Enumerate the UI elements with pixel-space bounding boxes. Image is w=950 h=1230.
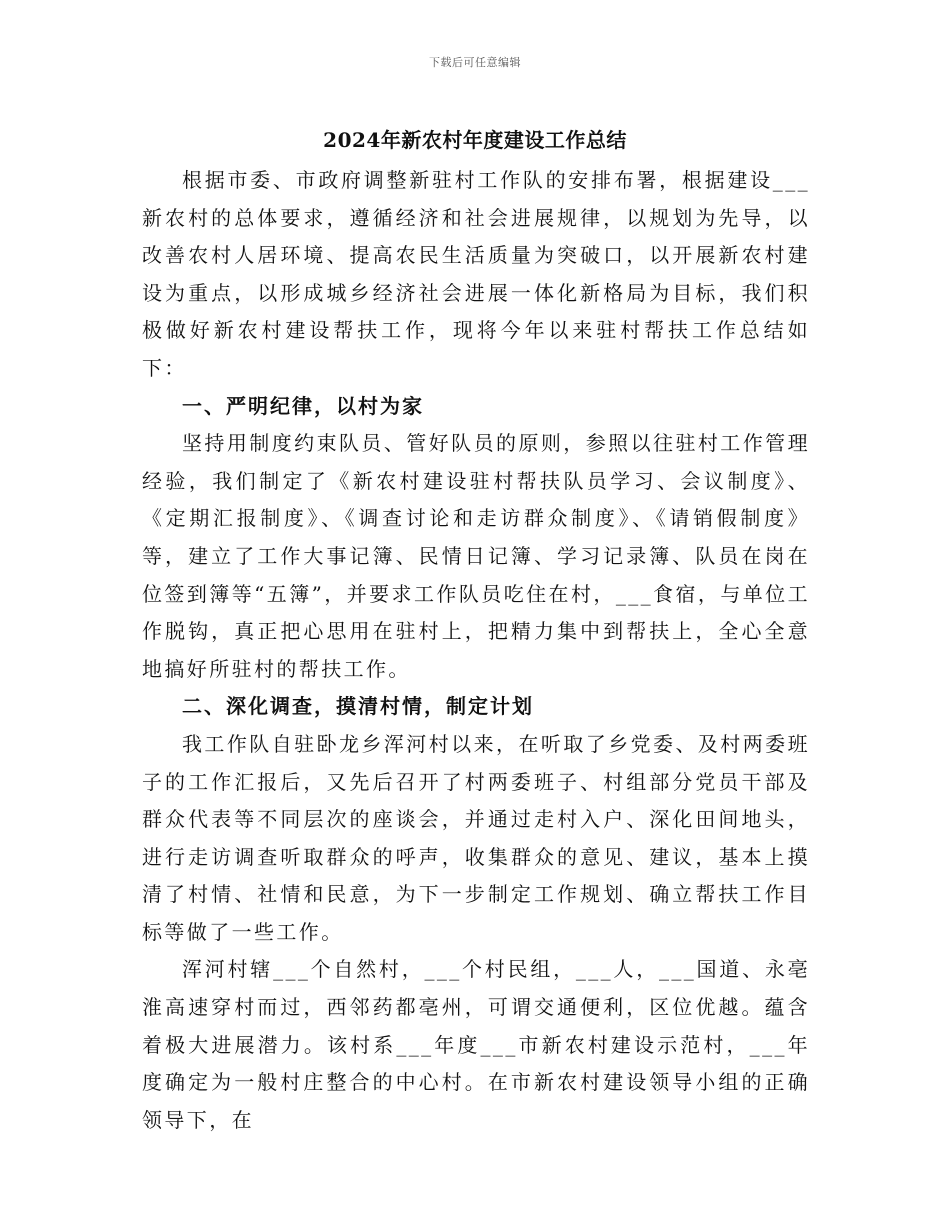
paragraph-village-profile: 浑河村辖___个自然村，___个村民组，___人，___国道、永亳淮高速穿村而过，西邻药都亳州，可谓交通便利，区位优越。蕴含着极大进展潜力。该村系___年度___市新农村建设示范村，___年度确定为一般村庄整合的中心村。在市新农村建设领导小组的正确领导下，在 <box>142 957 810 1132</box>
paragraph-intro: 根据市委、市政府调整新驻村工作队的安排布署，根据建设___新农村的总体要求，遵循经济和社会进展规律，以规划为先导，以改善农村人居环境、提高农民生活质量为突破口，以开展新农村建设为重点，以形成城乡经济社会进展一体化新格局为目标，我们积极做好新农村建设帮扶工作，现将今年以来驻村帮扶工作总结如下： <box>142 168 810 380</box>
document-title: 2024年新农村年度建设工作总结 <box>323 128 627 152</box>
section-heading-2: 二、深化调查，摸清村情，制定计划 <box>182 694 534 719</box>
section-heading-1: 一、严明纪律，以村为家 <box>182 393 424 418</box>
document-body <box>142 162 810 1139</box>
paragraph-investigation: 我工作队自驻卧龙乡浑河村以来，在听取了乡党委、及村两委班子的工作汇报后，又先后召开了村两委班子、村组部分党员干部及群众代表等不同层次的座谈会，并通过走村入户、深化田间地头，进行走访调查听取群众的呼声，收集群众的意见、建议，基本上摸清了村情、社情和民意，为下一步制定工作规划、确立帮扶工作目标等做了一些工作。 <box>142 731 810 944</box>
paragraph-discipline: 坚持用制度约束队员、管好队员的原则，参照以往驻村工作管理经验，我们制定了《新农村建设驻村帮扶队员学习、会议制度》、《定期汇报制度》、《调查讨论和走访群众制度》、《请销假制度》等，建立了工作大事记簿、民情日记簿、学习记录簿、队员在岗在位签到簿等“五簿”，并要求工作队员吃住在村，___食宿，与单位工作脱钩，真正把心思用在驻村上，把精力集中到帮扶上，全心全意地搞好所驻村的帮扶工作。 <box>142 431 810 681</box>
header-note: 下载后可任意编辑 <box>429 56 521 69</box>
